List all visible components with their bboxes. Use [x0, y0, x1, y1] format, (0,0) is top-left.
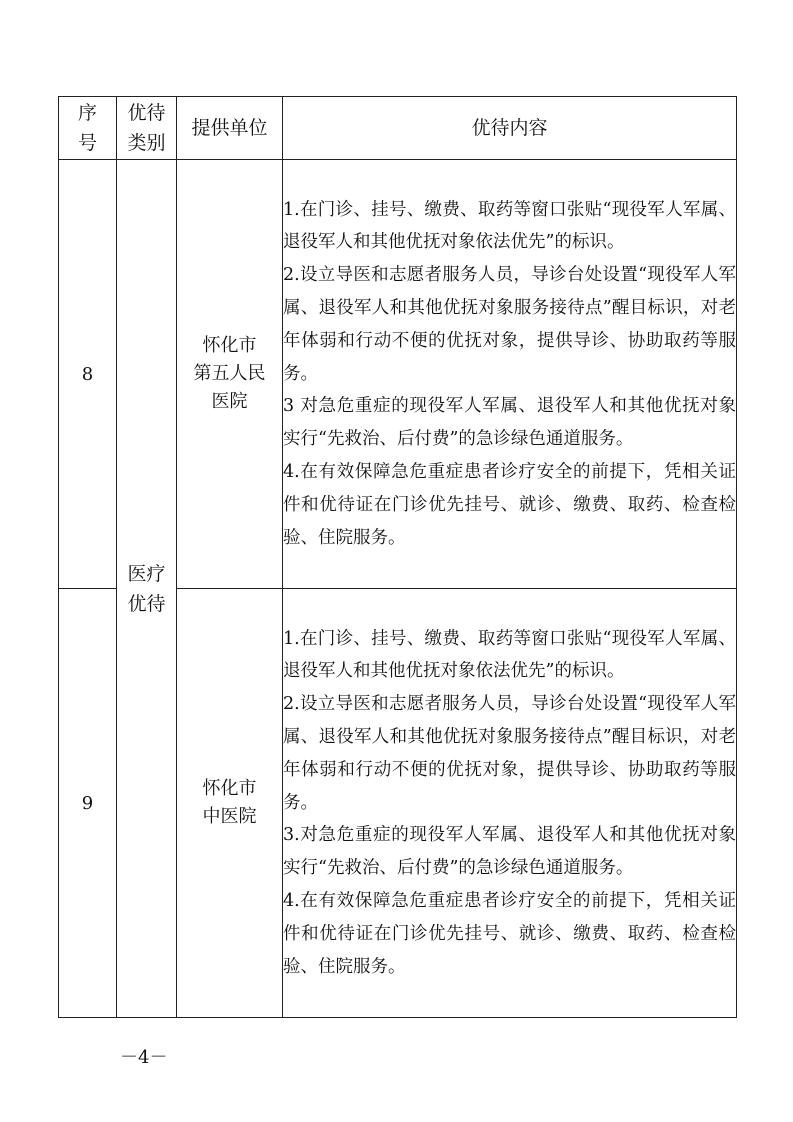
header-unit: 提供单位 — [177, 97, 283, 160]
benefit-content — [283, 160, 737, 589]
row-seq: 8 — [59, 160, 117, 589]
header-category: 优待 类别 — [117, 97, 177, 160]
provider-unit: 怀化市 中医院 — [177, 589, 283, 1018]
benefit-item: 2.设立导医和志愿者服务人员，导诊台处设置“现役军人军属、退役军人和其他优抚对象服务接待点”醒目标识，对老年体弱和行动不便的优抚对象，提供导诊、协助取药等服务。 — [283, 694, 736, 813]
benefit-item: 2.设立导医和志愿者服务人员，导诊台处设置“现役军人军属、退役军人和其他优抚对象服务接待点”醒目标识，对老年体弱和行动不便的优抚对象，提供导诊、协助取药等服务。 — [283, 265, 736, 384]
benefit-item: 1.在门诊、挂号、缴费、取药等窗口张贴“现役军人军属、退役军人和其他优抚对象依法优先”的标识。 — [283, 199, 736, 253]
row-seq: 9 — [59, 589, 117, 1018]
benefit-item: 4.在有效保障急危重症患者诊疗安全的前提下，凭相关证件和优待证在门诊优先挂号、就诊、缴费、取药、检查检验、住院服务。 — [283, 461, 736, 548]
category-cell: 医疗 优待 — [117, 160, 177, 1018]
benefits-table — [58, 96, 737, 1018]
benefit-item: 3 对急危重症的现役军人军属、退役军人和其他优抚对象实行“先救治、后付费”的急诊绿色通道服务。 — [283, 396, 736, 450]
provider-unit: 怀化市 第五人民 医院 — [177, 160, 283, 589]
benefit-content — [283, 589, 737, 1018]
table-header-row — [59, 97, 737, 160]
benefit-item: 1.在门诊、挂号、缴费、取药等窗口张贴“现役军人军属、退役军人和其他优抚对象依法优先”的标识。 — [283, 628, 736, 682]
table-row-8 — [59, 160, 737, 589]
page-number: －4－ — [120, 1047, 168, 1068]
benefit-item: 3.对急危重症的现役军人军属、退役军人和其他优抚对象实行“先救治、后付费”的急诊绿色通道服务。 — [283, 825, 736, 879]
header-content: 优待内容 — [283, 97, 737, 160]
benefit-item: 4.在有效保障急危重症患者诊疗安全的前提下，凭相关证件和优待证在门诊优先挂号、就诊、缴费、取药、检查检验、住院服务。 — [283, 890, 736, 977]
header-seq: 序 号 — [59, 97, 117, 160]
